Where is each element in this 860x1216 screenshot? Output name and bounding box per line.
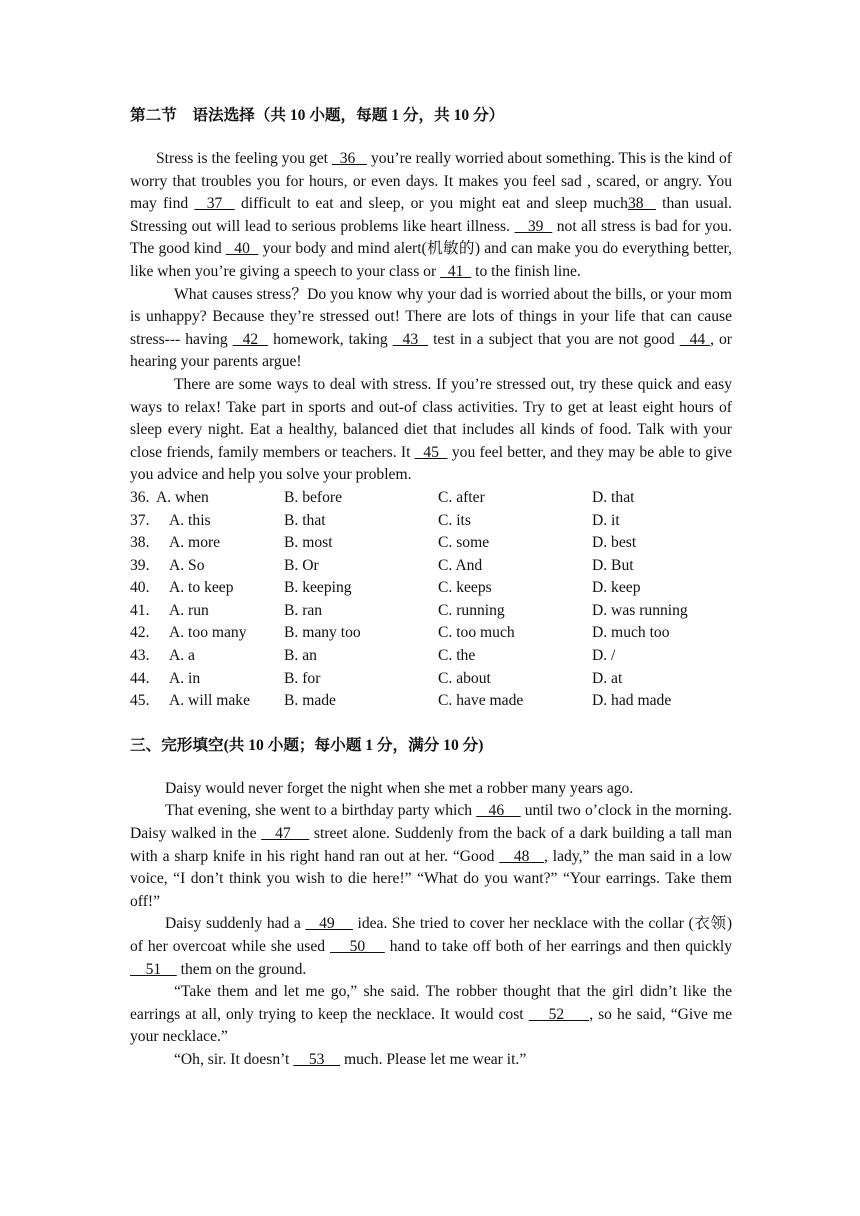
option-a[interactable]: A. too many [169,624,247,642]
blank-49[interactable]: 49 [305,915,353,933]
blank-47[interactable]: 47 [261,825,310,843]
option-c[interactable]: C. the [438,647,476,665]
question-number: 41. [130,601,150,619]
option-b[interactable]: B. that [284,511,326,529]
option-d[interactable]: D. much too [592,624,670,642]
option-c[interactable]: C. running [438,601,505,619]
exam-page [130,102,732,1072]
blank-48[interactable]: 48 [499,847,545,865]
option-a[interactable]: A. So [169,556,205,574]
option-c[interactable]: C. keeps [438,579,492,597]
option-b[interactable]: B. Or [284,556,319,574]
option-d[interactable]: D. that [592,488,635,506]
blank-43[interactable]: 43 [392,330,429,348]
option-row-44 [130,668,732,691]
option-a[interactable]: A. run [169,601,209,619]
option-c[interactable]: C. about [438,669,491,687]
option-d[interactable]: D. at [592,669,623,687]
blank-53[interactable]: 53 [293,1050,341,1068]
question-number: 40. [130,579,150,597]
option-a[interactable]: A. more [169,534,221,552]
question-number: 38. [130,534,150,552]
option-a[interactable]: A. a [169,647,195,665]
passage-paragraph-2: What causes stress？Do you know why your dad is worried about the bills, or your mom is unhappy? Because they’re stressed out! There are lots of things in your life that can cause stress--- having 42 homework, taking 43 test in a subject that you are not good 44 , or hearing your parents argue! [130,285,733,371]
cloze-paragraph-3: Daisy suddenly had a 49 idea. She tried to cover her necklace with the collar (衣领) of her overcoat while she used 50 hand to take off both of her earrings and then quickly 51 them on the ground. [130,915,733,978]
cloze-paragraph-2: That evening, she went to a birthday party which 46 until two o’clock in the morning. Daisy walked in the 47 street alone. Suddenly from the back of a dark building a tall man with a sharp knife in his right hand ran out at her. “Good 48 , lady,” the man said in a low voice, “I don’t think you wish to die here!” “What do you want?” “Your earrings. Take them off!” [130,802,733,910]
question-number: 37. [130,511,150,529]
option-a[interactable]: A. will make [169,692,250,710]
options-list [130,487,732,713]
blank-37[interactable]: 37 [194,195,235,213]
blank-38[interactable]: 38 [627,195,656,213]
option-row-39 [130,555,732,578]
option-row-43 [130,645,732,668]
option-d[interactable]: D. had made [592,692,672,710]
option-c[interactable]: C. too much [438,624,515,642]
blank-40[interactable]: 40 [225,240,259,258]
cloze-paragraph-4: “Take them and let me go,” she said. The robber thought that the girl didn’t like the earrings at all, only trying to keep the necklace. It would cost 52 , so he said, “Give me your necklace.” [130,983,732,1046]
blank-39[interactable]: 39 [514,217,553,235]
cloze-paragraph-1: Daisy would never forget the night when she met a robber many years ago. [165,779,634,797]
question-number: 44. [130,669,150,687]
section-3-heading: 三、完形填空(共 10 小题；每小题 1 分，满分 10 分) [130,736,484,754]
question-number: 42. [130,624,150,642]
option-c[interactable]: C. And [438,556,483,574]
option-c[interactable]: C. some [438,534,490,552]
option-row-41 [130,600,732,623]
question-number: 39. [130,556,150,574]
option-d[interactable]: D. keep [592,579,641,597]
blank-41[interactable]: 41 [440,262,472,280]
option-a[interactable]: A. when [156,488,209,506]
option-a[interactable]: A. to keep [169,579,234,597]
blank-36[interactable]: 36 [331,150,368,167]
blank-42[interactable]: 42 [232,330,269,348]
question-number: 36. [130,488,150,506]
option-b[interactable]: B. most [284,534,333,552]
passage-paragraph-1: Stress is the feeling you get 36 you’re really worried about something. This is the kind of worry that troubles you for hours, or even days. It makes you feel sad , scared, or angry. You may find 37 difficult to eat and sleep, or you might eat and sleep much38 than usual. Stressing out will lead to serious problems like heart illness. 39 not all stress is bad for you. The good kind 40 your body and mind alert(机敏的) and can make you do everything better, like when you’re giving a speech to your class or 41 to the finish line. [130,150,733,280]
blank-52[interactable]: 52 [528,1005,590,1023]
option-row-36 [130,487,732,510]
option-b[interactable]: B. made [284,692,336,710]
option-a[interactable]: A. this [169,511,211,529]
blank-46[interactable]: 46 [476,802,521,820]
cloze-paragraph-5: “Oh, sir. It doesn’t 53 much. Please let me wear it.” [174,1050,527,1068]
option-b[interactable]: B. before [284,488,343,506]
option-d[interactable]: D. But [592,556,634,574]
passage-paragraph-3: There are some ways to deal with stress. If you’re stressed out, try these quick and easy ways to relax! Take part in sports and out-of class activities. Try to get at least eight hours of sleep every night. Eat a healthy, balanced diet that includes all kinds of food. Talk with your close friends, family members or teachers. It 45 you feel better, and they may be able to give you advice and help you solve your problem. [130,375,732,484]
option-b[interactable]: B. keeping [284,579,352,597]
option-row-37 [130,510,732,533]
blank-51[interactable]: 51 [130,960,177,978]
option-c[interactable]: C. its [438,511,471,529]
question-number: 45. [130,692,150,710]
option-a[interactable]: A. in [169,669,201,687]
option-d[interactable]: D. best [592,534,637,552]
option-row-42 [130,622,732,645]
option-d[interactable]: D. it [592,511,620,529]
option-d[interactable]: D. was running [592,601,688,619]
option-b[interactable]: B. for [284,669,321,687]
option-b[interactable]: B. ran [284,601,323,619]
option-d[interactable]: D. / [592,647,616,665]
blank-45[interactable]: 45 [414,443,448,461]
question-number: 43. [130,647,150,665]
option-row-38 [130,532,732,555]
option-c[interactable]: C. have made [438,692,524,710]
option-row-45 [130,690,732,713]
section-2-heading: 第二节 语法选择（共 10 小题，每题 1 分，共 10 分） [130,107,505,124]
option-b[interactable]: B. many too [284,624,361,642]
option-row-40 [130,577,732,600]
blank-50[interactable]: 50 [330,938,385,955]
option-c[interactable]: C. after [438,488,485,506]
option-b[interactable]: B. an [284,647,317,665]
blank-44[interactable]: 44 [679,330,711,348]
